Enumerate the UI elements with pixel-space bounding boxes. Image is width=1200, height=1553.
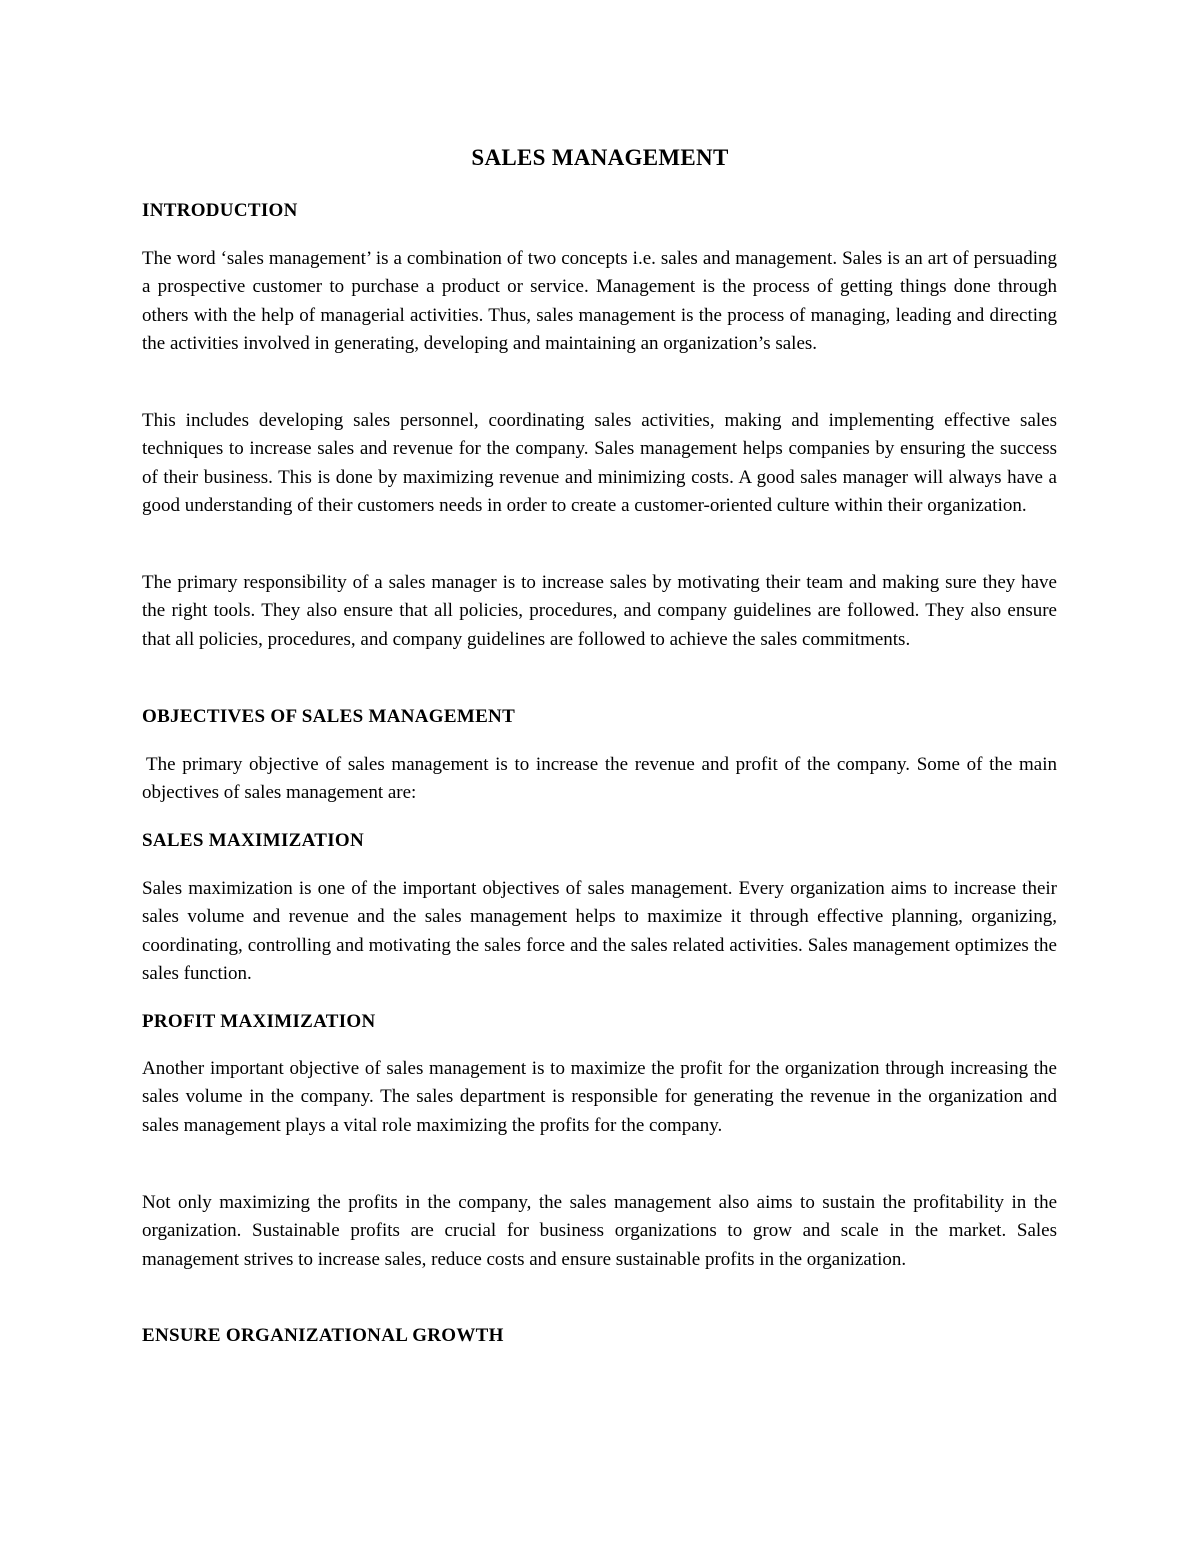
heading-organizational-growth: ENSURE ORGANIZATIONAL GROWTH xyxy=(142,1325,504,1346)
paragraph-profit-maximization-2: Not only maximizing the profits in the company, the sales management also aims to sustain the profitability in the organization. Sustainable profits are crucial for business organizations to grow and scale in the market. Sales management strives to increase sales, reduce costs and ensure sustainable profits in the organization. xyxy=(142,1192,1057,1270)
heading-objectives: OBJECTIVES OF SALES MANAGEMENT xyxy=(142,706,516,727)
heading-introduction: INTRODUCTION xyxy=(142,200,298,221)
paragraph-introduction-1: The word ‘sales management’ is a combination of two concepts i.e. sales and management. Sales is an art of persuading a prospective customer to purchase a product or service. Management is the process of getting things done through others with the help of managerial activities. Thus, sales management is the process of managing, leading and directing the activities involved in generating, developing and maintaining an organization’s sales. xyxy=(142,248,1057,354)
paragraph-sales-maximization: Sales maximization is one of the important objectives of sales management. Every organization aims to increase their sales volume and revenue and the sales management helps to maximize it through effective planning, organizing, coordinating, controlling and motivating the sales force and the sales related activities. Sales management optimizes the sales function. xyxy=(142,878,1057,984)
document-title: SALES MANAGEMENT xyxy=(471,145,729,170)
paragraph-objectives: The primary objective of sales management is to increase the revenue and profit of the company. Some of the main objectives of sales management are: xyxy=(142,754,1057,804)
paragraph-profit-maximization-1: Another important objective of sales management is to maximize the profit for the organization through increasing the sales volume in the company. The sales department is responsible for generating the revenue in the organization and sales management plays a vital role maximizing the profits for the company. xyxy=(142,1058,1057,1136)
paragraph-introduction-3: The primary responsibility of a sales manager is to increase sales by motivating their team and making sure they have the right tools. They also ensure that all policies, procedures, and company guidelines are followed. They also ensure that all policies, procedures, and company guidelines are followed to achieve the sales commitments. xyxy=(142,572,1057,650)
heading-profit-maximization: PROFIT MAXIMIZATION xyxy=(142,1011,376,1032)
paragraph-introduction-2: This includes developing sales personnel, coordinating sales activities, making and implementing effective sales techniques to increase sales and revenue for the company. Sales management helps companies by ensuring the success of their business. This is done by maximizing revenue and minimizing costs. A good sales manager will always have a good understanding of their customers needs in order to create a customer-oriented culture within their organization. xyxy=(142,410,1057,516)
heading-sales-maximization: SALES MAXIMIZATION xyxy=(142,830,364,851)
